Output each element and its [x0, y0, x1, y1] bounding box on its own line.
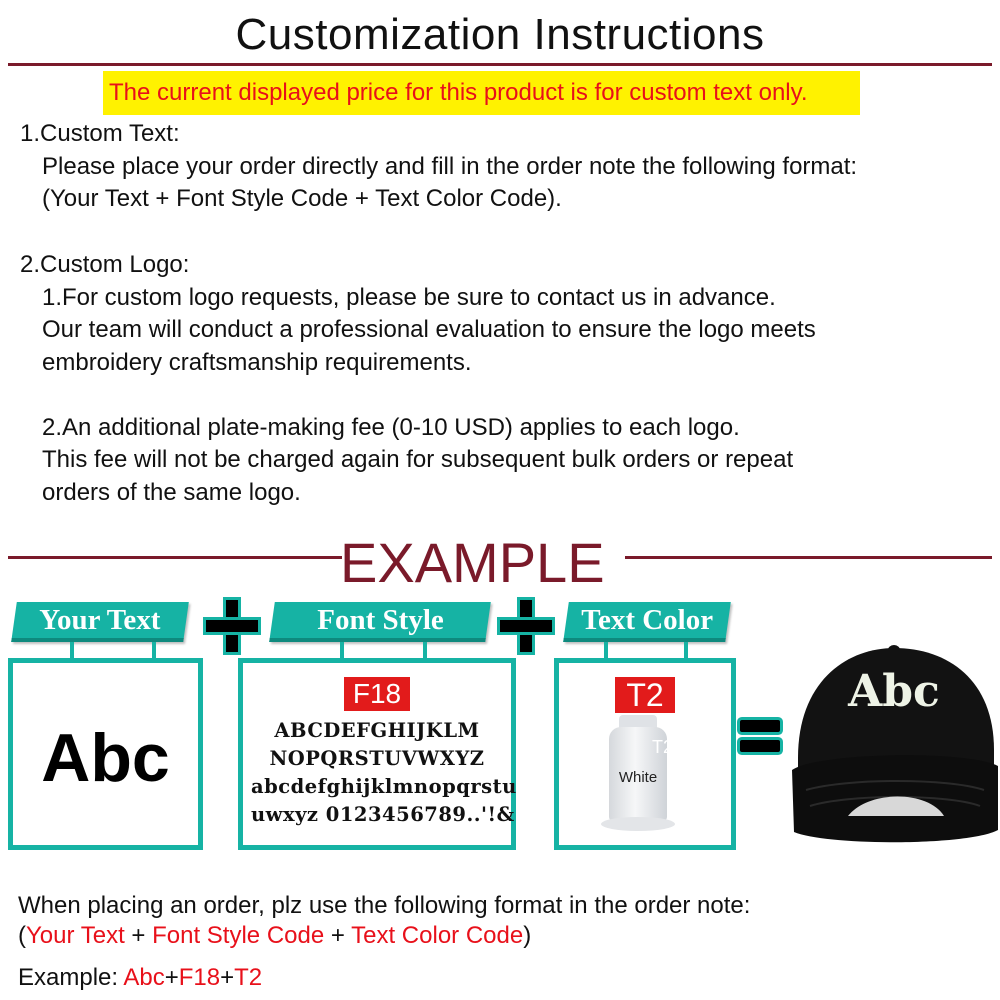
format-text-color-code: Text Color Code	[351, 922, 524, 949]
font-sample-line: NOPQRSTUVWXYZ	[269, 747, 485, 770]
order-note-example	[18, 962, 262, 994]
svg-text:Abc: Abc	[848, 666, 940, 717]
spool-base	[601, 817, 675, 831]
custom-logo-line: This fee will not be charged again for subsequent bulk orders or repeat	[42, 446, 794, 473]
banner-text-color	[563, 602, 731, 642]
format-font-style-code: Font Style Code	[152, 922, 325, 949]
example-title: EXAMPLE	[340, 531, 605, 594]
sample-text: Abc	[41, 720, 170, 796]
banner-label: Text Color	[581, 604, 714, 636]
title-divider	[8, 63, 992, 66]
spool-ghost-code: T2	[651, 737, 673, 757]
example-divider-right	[625, 556, 992, 559]
thread-spool-icon	[605, 715, 671, 833]
example-plus: +	[164, 964, 179, 991]
font-sample	[251, 717, 517, 829]
format-plus: +	[324, 922, 352, 949]
example-color-code: T2	[234, 964, 263, 991]
banner-font-style	[269, 602, 491, 642]
format-your-text: Your Text	[26, 922, 125, 949]
paren-open: (	[18, 922, 26, 949]
custom-text-line: Please place your order directly and fill in the order note the following format:	[42, 152, 858, 180]
custom-logo-line: Our team will conduct a professional evaluation to ensure the logo meets	[42, 316, 816, 343]
spacer	[20, 379, 816, 412]
font-sample-line: uwxyz 0123456789..'!&	[251, 803, 515, 826]
cap-icon	[788, 640, 1000, 850]
font-code-badge: F18	[344, 677, 410, 711]
plus-icon	[206, 600, 258, 652]
example-text: Abc	[123, 964, 165, 991]
example-font-code: F18	[178, 964, 221, 991]
banner-your-text	[11, 602, 189, 642]
custom-logo-heading: 2.Custom Logo:	[20, 251, 190, 278]
plus-icon	[500, 600, 552, 652]
order-note-line: When placing an order, plz use the following format in the order note:	[18, 892, 751, 919]
example-plus: +	[220, 964, 235, 991]
custom-logo-line: 1.For custom logo requests, please be sure to contact us in advance.	[42, 283, 776, 311]
page-title: Customization Instructions	[235, 10, 765, 59]
order-note-format	[18, 920, 531, 952]
custom-text-section	[20, 118, 857, 216]
format-plus: +	[124, 922, 153, 949]
custom-logo-section	[20, 249, 816, 509]
example-divider-left	[8, 556, 342, 559]
price-notice: The current displayed price for this product is for custom text only.	[103, 71, 860, 115]
custom-text-heading: 1.Custom Text:	[20, 120, 180, 147]
font-sample-line: ABCDEFGHIJKLM	[274, 719, 480, 742]
font-style-box	[238, 658, 516, 850]
example-label: Example:	[18, 964, 124, 991]
color-code-badge: T2	[615, 677, 675, 713]
custom-logo-line: orders of the same logo.	[42, 478, 301, 506]
paren-close: )	[523, 922, 532, 949]
your-text-box	[8, 658, 203, 850]
spool-label: White	[618, 769, 658, 786]
embroidered-cap-image	[788, 640, 1000, 850]
custom-logo-line: 2.An additional plate-making fee (0-10 USD) applies to each logo.	[42, 413, 740, 441]
text-color-box	[554, 658, 736, 850]
custom-logo-line: embroidery craftsmanship requirements.	[42, 348, 472, 376]
font-sample-line: abcdefghijklmnopqrstu	[251, 775, 517, 798]
custom-text-line: (Your Text + Font Style Code + Text Color Code).	[42, 185, 562, 212]
banner-label: Your Text	[39, 604, 161, 636]
banner-label: Font Style	[317, 604, 444, 636]
equals-icon	[740, 720, 780, 754]
